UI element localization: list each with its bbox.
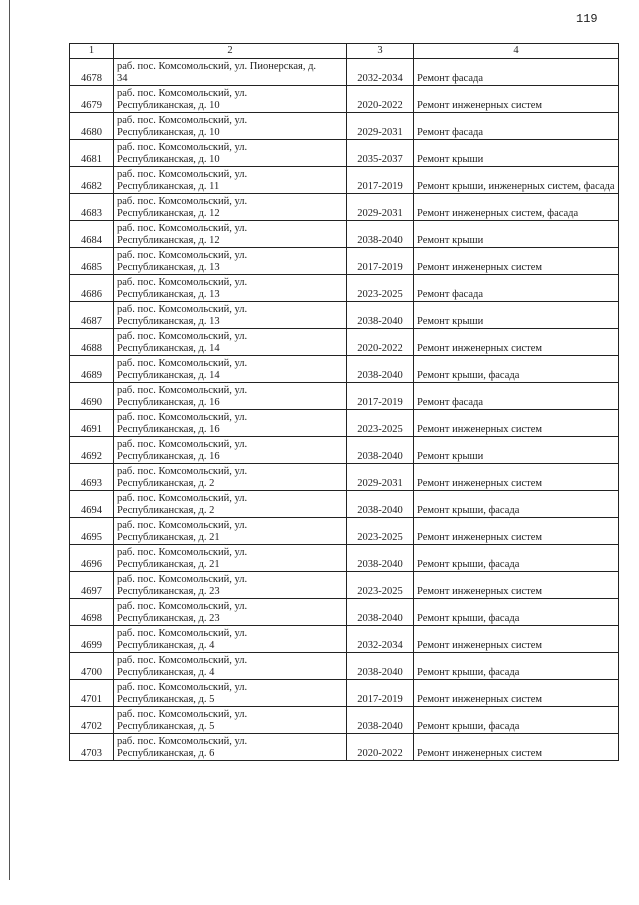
address-line-2: Республиканская, д. 10 — [117, 154, 220, 165]
repair-type: Ремонт крыши, фасада — [414, 653, 619, 680]
repair-period: 2038-2040 — [347, 545, 414, 572]
address-line-2: Республиканская, д. 13 — [117, 289, 220, 300]
repair-period: 2038-2040 — [347, 491, 414, 518]
address-cell — [114, 86, 347, 113]
address-cell — [114, 140, 347, 167]
row-number: 4702 — [70, 707, 114, 734]
address-line-2: Республиканская, д. 13 — [117, 316, 220, 327]
address-line-2: Республиканская, д. 21 — [117, 532, 220, 543]
address-line-2: 34 — [117, 73, 128, 84]
repair-period: 2017-2019 — [347, 680, 414, 707]
address-line-1: раб. пос. Комсомольский, ул. — [117, 439, 248, 450]
repair-period: 2020-2022 — [347, 329, 414, 356]
row-number: 4701 — [70, 680, 114, 707]
address-line-1: раб. пос. Комсомольский, ул. — [117, 574, 248, 585]
repair-period: 2032-2034 — [347, 59, 414, 86]
table-row — [70, 140, 619, 167]
table-body — [70, 59, 619, 761]
address-line-2: Республиканская, д. 16 — [117, 397, 220, 408]
address-line-1: раб. пос. Комсомольский, ул. — [117, 223, 248, 234]
repair-period: 2038-2040 — [347, 437, 414, 464]
page-number: 119 — [576, 12, 598, 26]
repair-type: Ремонт инженерных систем — [414, 518, 619, 545]
address-line-2: Республиканская, д. 14 — [117, 370, 220, 381]
address-cell — [114, 572, 347, 599]
repair-period: 2020-2022 — [347, 86, 414, 113]
repair-type: Ремонт инженерных систем — [414, 680, 619, 707]
column-header: 4 — [414, 44, 619, 59]
repair-type: Ремонт инженерных систем — [414, 86, 619, 113]
address-line-1: раб. пос. Комсомольский, ул. — [117, 250, 248, 261]
repair-period: 2023-2025 — [347, 572, 414, 599]
table-row — [70, 59, 619, 86]
address-line-2: Республиканская, д. 12 — [117, 235, 220, 246]
address-line-1: раб. пос. Комсомольский, ул. — [117, 655, 248, 666]
row-number: 4689 — [70, 356, 114, 383]
repair-type: Ремонт крыши, фасада — [414, 356, 619, 383]
repair-period: 2023-2025 — [347, 410, 414, 437]
table-row — [70, 653, 619, 680]
address-line-2: Республиканская, д. 21 — [117, 559, 220, 570]
table-row — [70, 545, 619, 572]
table-row — [70, 680, 619, 707]
address-line-1: раб. пос. Комсомольский, ул. — [117, 547, 248, 558]
repair-period: 2038-2040 — [347, 302, 414, 329]
repair-type: Ремонт инженерных систем — [414, 734, 619, 761]
address-cell — [114, 599, 347, 626]
repair-type: Ремонт крыши, фасада — [414, 491, 619, 518]
row-number: 4685 — [70, 248, 114, 275]
repair-period: 2023-2025 — [347, 518, 414, 545]
table-row — [70, 518, 619, 545]
address-cell — [114, 194, 347, 221]
column-header: 3 — [347, 44, 414, 59]
table-row — [70, 437, 619, 464]
address-line-1: раб. пос. Комсомольский, ул. — [117, 88, 248, 99]
address-line-2: Республиканская, д. 23 — [117, 586, 220, 597]
repair-type: Ремонт фасада — [414, 59, 619, 86]
address-line-1: раб. пос. Комсомольский, ул. — [117, 115, 248, 126]
repair-type: Ремонт крыши — [414, 437, 619, 464]
address-line-2: Республиканская, д. 11 — [117, 181, 220, 192]
address-line-2: Республиканская, д. 12 — [117, 208, 220, 219]
address-line-2: Республиканская, д. 5 — [117, 721, 215, 732]
repair-period: 2038-2040 — [347, 653, 414, 680]
address-cell — [114, 383, 347, 410]
address-line-1: раб. пос. Комсомольский, ул. — [117, 385, 248, 396]
row-number: 4693 — [70, 464, 114, 491]
address-cell — [114, 302, 347, 329]
row-number: 4698 — [70, 599, 114, 626]
address-line-1: раб. пос. Комсомольский, ул. — [117, 142, 248, 153]
address-line-1: раб. пос. Комсомольский, ул. — [117, 412, 248, 423]
address-line-2: Республиканская, д. 4 — [117, 640, 215, 651]
table-row — [70, 707, 619, 734]
repair-period: 2029-2031 — [347, 113, 414, 140]
address-line-1: раб. пос. Комсомольский, ул. — [117, 196, 248, 207]
table-row — [70, 383, 619, 410]
column-header: 2 — [114, 44, 347, 59]
repair-type: Ремонт инженерных систем — [414, 410, 619, 437]
repair-type: Ремонт крыши, фасада — [414, 599, 619, 626]
address-line-1: раб. пос. Комсомольский, ул. — [117, 601, 248, 612]
repair-type: Ремонт фасада — [414, 383, 619, 410]
address-line-2: Республиканская, д. 23 — [117, 613, 220, 624]
repair-period: 2038-2040 — [347, 599, 414, 626]
address-line-1: раб. пос. Комсомольский, ул. — [117, 169, 248, 180]
row-number: 4684 — [70, 221, 114, 248]
housing-repair-table — [69, 43, 619, 761]
row-number: 4703 — [70, 734, 114, 761]
address-line-1: раб. пос. Комсомольский, ул. — [117, 628, 248, 639]
repair-period: 2017-2019 — [347, 248, 414, 275]
repair-type: Ремонт инженерных систем, фасада — [414, 194, 619, 221]
table-row — [70, 356, 619, 383]
address-line-2: Республиканская, д. 2 — [117, 505, 215, 516]
address-cell — [114, 59, 347, 86]
table-row — [70, 734, 619, 761]
repair-period: 2017-2019 — [347, 383, 414, 410]
repair-type: Ремонт крыши — [414, 140, 619, 167]
page-left-rule — [9, 0, 10, 880]
address-line-1: раб. пос. Комсомольский, ул. — [117, 466, 248, 477]
row-number: 4697 — [70, 572, 114, 599]
address-cell — [114, 437, 347, 464]
address-cell — [114, 734, 347, 761]
repair-period: 2023-2025 — [347, 275, 414, 302]
repair-type: Ремонт фасада — [414, 113, 619, 140]
address-line-2: Республиканская, д. 6 — [117, 748, 215, 759]
repair-type: Ремонт крыши, инженерных систем, фасада — [414, 167, 619, 194]
table-row — [70, 599, 619, 626]
table-row — [70, 410, 619, 437]
repair-type: Ремонт крыши, фасада — [414, 707, 619, 734]
address-line-1: раб. пос. Комсомольский, ул. — [117, 304, 248, 315]
table-row — [70, 464, 619, 491]
address-cell — [114, 707, 347, 734]
row-number: 4694 — [70, 491, 114, 518]
row-number: 4690 — [70, 383, 114, 410]
row-number: 4699 — [70, 626, 114, 653]
repair-period: 2020-2022 — [347, 734, 414, 761]
repair-period: 2035-2037 — [347, 140, 414, 167]
repair-type: Ремонт инженерных систем — [414, 626, 619, 653]
table-row — [70, 275, 619, 302]
repair-type: Ремонт фасада — [414, 275, 619, 302]
address-line-1: раб. пос. Комсомольский, ул. — [117, 520, 248, 531]
column-header: 1 — [70, 44, 114, 59]
address-line-2: Республиканская, д. 5 — [117, 694, 215, 705]
address-cell — [114, 275, 347, 302]
row-number: 4683 — [70, 194, 114, 221]
table-row — [70, 572, 619, 599]
address-line-2: Республиканская, д. 16 — [117, 424, 220, 435]
table-row — [70, 329, 619, 356]
repair-period: 2038-2040 — [347, 707, 414, 734]
address-line-2: Республиканская, д. 10 — [117, 100, 220, 111]
row-number: 4696 — [70, 545, 114, 572]
repair-period: 2038-2040 — [347, 221, 414, 248]
address-cell — [114, 518, 347, 545]
address-cell — [114, 221, 347, 248]
address-cell — [114, 356, 347, 383]
address-line-1: раб. пос. Комсомольский, ул. — [117, 358, 248, 369]
address-line-1: раб. пос. Комсомольский, ул. — [117, 277, 248, 288]
row-number: 4687 — [70, 302, 114, 329]
row-number: 4692 — [70, 437, 114, 464]
repair-period: 2038-2040 — [347, 356, 414, 383]
address-cell — [114, 329, 347, 356]
row-number: 4695 — [70, 518, 114, 545]
repair-type: Ремонт инженерных систем — [414, 329, 619, 356]
table-header-row — [70, 44, 619, 59]
table-row — [70, 194, 619, 221]
table-row — [70, 491, 619, 518]
repair-type: Ремонт крыши — [414, 221, 619, 248]
table-row — [70, 167, 619, 194]
address-line-1: раб. пос. Комсомольский, ул. — [117, 709, 248, 720]
table-row — [70, 86, 619, 113]
repair-type: Ремонт инженерных систем — [414, 248, 619, 275]
table-row — [70, 248, 619, 275]
repair-type: Ремонт крыши, фасада — [414, 545, 619, 572]
row-number: 4682 — [70, 167, 114, 194]
address-cell — [114, 545, 347, 572]
table-row — [70, 626, 619, 653]
table-row — [70, 113, 619, 140]
address-cell — [114, 248, 347, 275]
table-row — [70, 221, 619, 248]
repair-type: Ремонт инженерных систем — [414, 572, 619, 599]
row-number: 4681 — [70, 140, 114, 167]
repair-period: 2032-2034 — [347, 626, 414, 653]
address-line-2: Республиканская, д. 10 — [117, 127, 220, 138]
repair-type: Ремонт крыши — [414, 302, 619, 329]
address-cell — [114, 167, 347, 194]
address-cell — [114, 491, 347, 518]
address-line-1: раб. пос. Комсомольский, ул. — [117, 493, 248, 504]
address-cell — [114, 113, 347, 140]
address-line-1: раб. пос. Комсомольский, ул. — [117, 682, 248, 693]
address-cell — [114, 464, 347, 491]
address-line-1: раб. пос. Комсомольский, ул. — [117, 331, 248, 342]
table-row — [70, 302, 619, 329]
address-cell — [114, 653, 347, 680]
address-cell — [114, 626, 347, 653]
repair-period: 2029-2031 — [347, 464, 414, 491]
row-number: 4688 — [70, 329, 114, 356]
address-line-2: Республиканская, д. 16 — [117, 451, 220, 462]
repair-period: 2029-2031 — [347, 194, 414, 221]
row-number: 4686 — [70, 275, 114, 302]
row-number: 4700 — [70, 653, 114, 680]
address-line-1: раб. пос. Комсомольский, ул. Пионерская, д. — [117, 61, 317, 72]
row-number: 4680 — [70, 113, 114, 140]
row-number: 4679 — [70, 86, 114, 113]
row-number: 4678 — [70, 59, 114, 86]
address-line-2: Республиканская, д. 13 — [117, 262, 220, 273]
repair-period: 2017-2019 — [347, 167, 414, 194]
address-cell — [114, 410, 347, 437]
address-line-2: Республиканская, д. 4 — [117, 667, 215, 678]
address-line-1: раб. пос. Комсомольский, ул. — [117, 736, 248, 747]
repair-type: Ремонт инженерных систем — [414, 464, 619, 491]
address-line-2: Республиканская, д. 2 — [117, 478, 215, 489]
address-cell — [114, 680, 347, 707]
address-line-2: Республиканская, д. 14 — [117, 343, 220, 354]
row-number: 4691 — [70, 410, 114, 437]
